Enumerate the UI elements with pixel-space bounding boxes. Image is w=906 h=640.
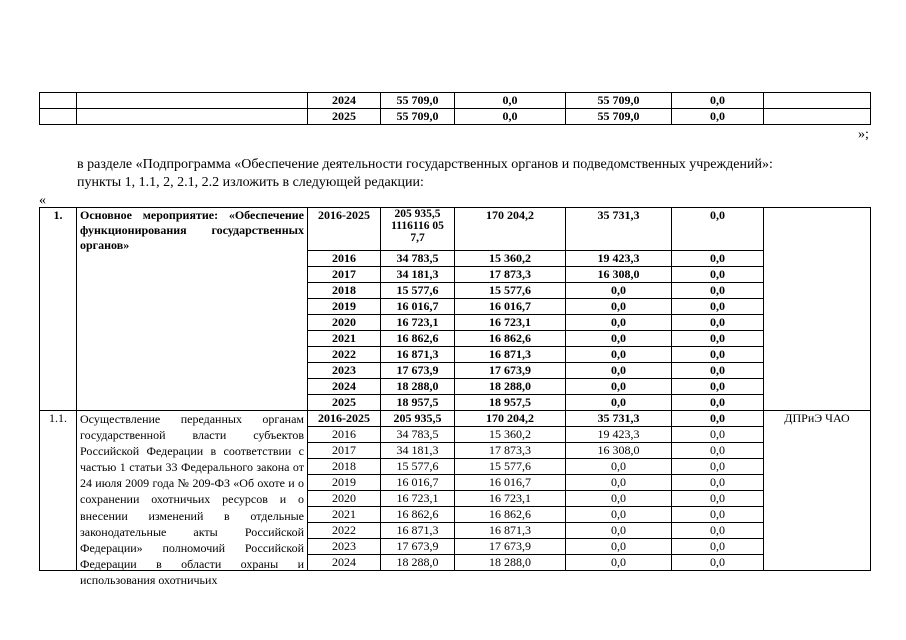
total-cell: 55 709,0: [381, 93, 455, 109]
year-cell: 2022: [308, 523, 381, 539]
value-cell: 0,0: [566, 363, 672, 379]
value-cell: 0,0: [672, 347, 764, 363]
value-cell: 0,0: [672, 507, 764, 523]
value-cell: 0,0: [672, 251, 764, 267]
total-cell: 15 577,6: [381, 283, 455, 299]
value-cell: 15 360,2: [455, 251, 566, 267]
total-cell: 16 723,1: [381, 491, 455, 507]
value-cell: 0,0: [672, 93, 764, 109]
value-cell: 0,0: [672, 475, 764, 491]
instruction-line-1: в разделе «Подпрограмма «Обеспечение деятельности государственных органов и подведомственных учреждений»:: [77, 157, 773, 172]
empty-cell: [77, 109, 308, 125]
value-cell: 0,0: [672, 363, 764, 379]
value-cell: 0,0: [672, 315, 764, 331]
empty-cell: [40, 93, 77, 109]
value-cell: 0,0: [672, 109, 764, 125]
item-1-total-line-1: 205 935,5: [394, 208, 441, 220]
value-cell: 19 423,3: [566, 251, 672, 267]
opening-quote: «: [39, 193, 46, 208]
instruction-line-2: пункты 1, 1.1, 2, 2.1, 2.2 изложить в следующей редакции:: [77, 175, 424, 190]
value-cell: 0,0: [672, 491, 764, 507]
year-cell: 2018: [308, 459, 381, 475]
value-cell: 16 871,3: [455, 347, 566, 363]
item-1-header-row: [40, 208, 871, 251]
value-cell: 0,0: [566, 395, 672, 411]
value-cell: 0,0: [566, 283, 672, 299]
value-cell: 0,0: [566, 459, 672, 475]
item-1-regional: 35 731,3: [566, 208, 672, 251]
item-1-name: [77, 208, 308, 411]
item-1-executor: [764, 208, 871, 411]
total-cell: 16 016,7: [381, 299, 455, 315]
subprogram-table: [39, 207, 871, 587]
total-cell: 55 709,0: [381, 109, 455, 125]
value-cell: 55 709,0: [566, 93, 672, 109]
value-cell: 0,0: [566, 555, 672, 571]
value-cell: 16 871,3: [455, 523, 566, 539]
value-cell: 17 673,9: [455, 539, 566, 555]
value-cell: 16 723,1: [455, 491, 566, 507]
value-cell: 16 016,7: [455, 475, 566, 491]
value-cell: 15 577,6: [455, 459, 566, 475]
year-cell: 2018: [308, 283, 381, 299]
closing-quote: »;: [858, 127, 869, 142]
item-1-number: 1.: [40, 208, 77, 411]
item-1-1-regional: 35 731,3: [566, 411, 672, 427]
total-cell: 16 871,3: [381, 347, 455, 363]
year-cell: 2017: [308, 443, 381, 459]
value-cell: 18 957,5: [455, 395, 566, 411]
value-cell: 0,0: [672, 299, 764, 315]
table-row: [40, 109, 871, 125]
value-cell: 17 673,9: [455, 363, 566, 379]
value-cell: 0,0: [672, 379, 764, 395]
value-cell: 15 360,2: [455, 427, 566, 443]
value-cell: 16 308,0: [566, 267, 672, 283]
item-1-1-federal: 170 204,2: [455, 411, 566, 427]
value-cell: 16 723,1: [455, 315, 566, 331]
value-cell: 0,0: [455, 109, 566, 125]
total-cell: 18 288,0: [381, 379, 455, 395]
item-1-1-other: 0,0: [672, 411, 764, 427]
year-cell: 2023: [308, 539, 381, 555]
total-cell: 34 783,5: [381, 251, 455, 267]
value-cell: 16 862,6: [455, 331, 566, 347]
item-1-1-header-row: [40, 411, 871, 427]
total-cell: 17 673,9: [381, 539, 455, 555]
empty-cell: [77, 93, 308, 109]
year-cell: 2025: [308, 109, 381, 125]
total-cell: 18 957,5: [381, 395, 455, 411]
total-cell: 16 723,1: [381, 315, 455, 331]
total-cell: 34 181,3: [381, 267, 455, 283]
item-1-total-line-2: 1116116 05: [391, 220, 444, 232]
year-cell: 2024: [308, 93, 381, 109]
value-cell: 17 873,3: [455, 267, 566, 283]
total-cell: 17 673,9: [381, 363, 455, 379]
value-cell: 15 577,6: [455, 283, 566, 299]
empty-cell: [764, 109, 871, 125]
year-cell: 2020: [308, 491, 381, 507]
empty-cell: [764, 93, 871, 109]
value-cell: 18 288,0: [455, 555, 566, 571]
item-1-other: 0,0: [672, 208, 764, 251]
total-cell: 34 783,5: [381, 427, 455, 443]
value-cell: 0,0: [672, 331, 764, 347]
previous-table-fragment: [39, 92, 871, 125]
value-cell: 0,0: [672, 555, 764, 571]
total-cell: 16 862,6: [381, 331, 455, 347]
value-cell: 0,0: [455, 93, 566, 109]
value-cell: 0,0: [566, 539, 672, 555]
value-cell: 0,0: [672, 283, 764, 299]
value-cell: 16 308,0: [566, 443, 672, 459]
value-cell: 17 873,3: [455, 443, 566, 459]
item-1-period: 2016-2025: [308, 208, 381, 251]
year-cell: 2021: [308, 331, 381, 347]
year-cell: 2019: [308, 475, 381, 491]
value-cell: 0,0: [566, 347, 672, 363]
total-cell: 15 577,6: [381, 459, 455, 475]
value-cell: 0,0: [566, 491, 672, 507]
total-cell: 16 016,7: [381, 475, 455, 491]
value-cell: 0,0: [672, 443, 764, 459]
value-cell: 16 862,6: [455, 507, 566, 523]
year-cell: 2022: [308, 347, 381, 363]
item-1-total: [381, 208, 455, 251]
value-cell: 0,0: [672, 539, 764, 555]
value-cell: 55 709,0: [566, 109, 672, 125]
total-cell: 18 288,0: [381, 555, 455, 571]
value-cell: 0,0: [672, 267, 764, 283]
item-1-1-number: 1.1.: [40, 411, 77, 571]
year-cell: 2025: [308, 395, 381, 411]
year-cell: 2019: [308, 299, 381, 315]
total-cell: 16 871,3: [381, 523, 455, 539]
value-cell: 0,0: [566, 331, 672, 347]
value-cell: 0,0: [566, 523, 672, 539]
year-cell: 2020: [308, 315, 381, 331]
year-cell: 2024: [308, 379, 381, 395]
year-cell: 2021: [308, 507, 381, 523]
item-1-federal: 170 204,2: [455, 208, 566, 251]
item-1-1-name: [77, 411, 308, 587]
value-cell: 0,0: [566, 315, 672, 331]
year-cell: 2023: [308, 363, 381, 379]
value-cell: 0,0: [566, 299, 672, 315]
value-cell: 0,0: [672, 459, 764, 475]
year-cell: 2016: [308, 251, 381, 267]
value-cell: 0,0: [566, 379, 672, 395]
value-cell: 16 016,7: [455, 299, 566, 315]
item-1-1-name-text: Осуществление переданных органам государственной власти субъектов Российской Федерации в соответствии с частью 1 статьи 33 Федерального закона от 24 июля 2009 года № 209-ФЗ «Об охоте и о сохранении охотничьих ресурсов и о внесении изменений в отдельные законодательные акты Российской Федерации» полномочий Российской Федерации в области охраны и использования охотничьих: [80, 412, 304, 587]
value-cell: 0,0: [672, 427, 764, 443]
value-cell: 0,0: [566, 475, 672, 491]
value-cell: 0,0: [672, 395, 764, 411]
item-1-total-line-3: 7,7: [410, 232, 425, 244]
year-cell: 2024: [308, 555, 381, 571]
value-cell: 0,0: [566, 507, 672, 523]
item-1-1-total: 205 935,5: [381, 411, 455, 427]
item-1-name-text: Основное мероприятие: «Обеспечение функционирования государственных органов»: [80, 208, 304, 252]
empty-cell: [40, 109, 77, 125]
item-1-1-period: 2016-2025: [308, 411, 381, 427]
table-row: [40, 93, 871, 109]
value-cell: 18 288,0: [455, 379, 566, 395]
year-cell: 2016: [308, 427, 381, 443]
year-cell: 2017: [308, 267, 381, 283]
value-cell: 0,0: [672, 523, 764, 539]
total-cell: 16 862,6: [381, 507, 455, 523]
total-cell: 34 181,3: [381, 443, 455, 459]
value-cell: 19 423,3: [566, 427, 672, 443]
item-1-1-executor: ДПРиЭ ЧАО: [764, 411, 871, 571]
